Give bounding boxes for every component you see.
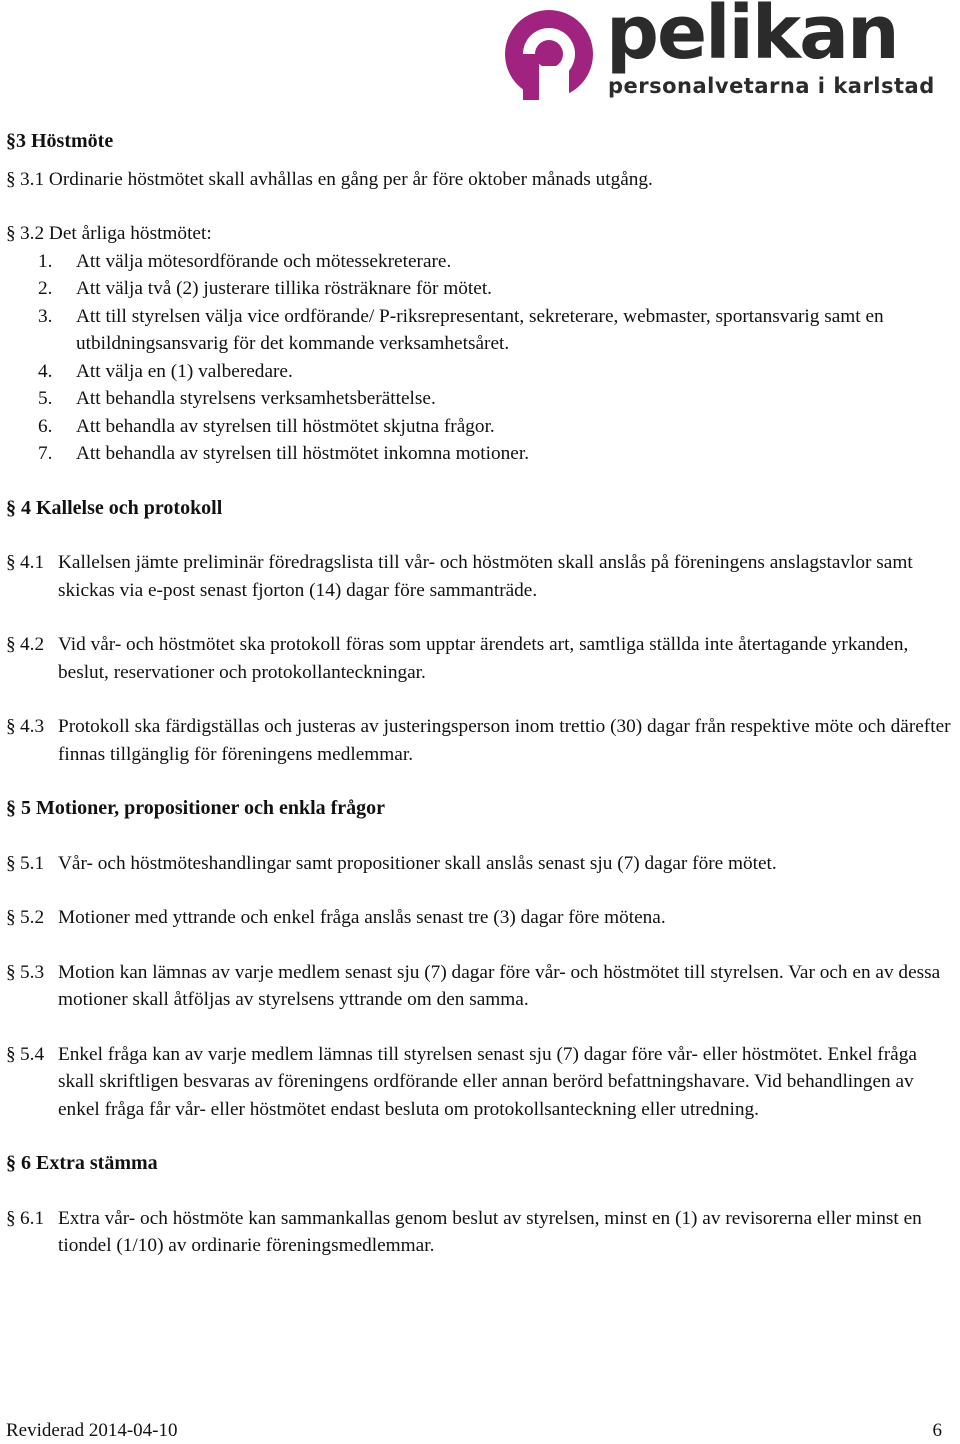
page-number: 6: [932, 1420, 942, 1441]
logo-tagline: personalvetarna i karlstad: [608, 74, 935, 98]
paragraph-3-2: § 3.2 Det årliga höstmötet:: [6, 220, 956, 248]
list-item: 6. Att behandla av styrelsen till höstmötet skjutna frågor.: [38, 415, 495, 437]
paragraph-5-3: § 5.3 Motion kan lämnas av varje medlem senast sju (7) dagar före vår- och höstmötet till styrelsen. Var och en av dessa motioner skall åtföljas av styrelsens yttrande om den samma.: [6, 961, 941, 1010]
paragraph-text: Motion kan lämnas av varje medlem senast sju (7) dagar före vår- och höstmötet till styrelsen. Var och en av dessa motioner skall åtföljas av styrelsens yttrande om den samma.: [58, 961, 941, 1010]
list-item: 1. Att välja mötesordförande och mötessekreterare.: [38, 250, 452, 272]
list-item: 2. Att välja två (2) justerare tillika rösträknare för mötet.: [38, 278, 492, 299]
pelikan-p-icon: [494, 6, 604, 106]
paragraph-text: Vår- och höstmöteshandlingar samt propositioner skall anslås senast sju (7) dagar före mötet.: [58, 852, 777, 874]
list-item: 7. Att behandla av styrelsen till höstmötet inkomna motioner.: [38, 443, 530, 464]
logo-wordmark: pelikan: [606, 0, 898, 76]
paragraph-text: Protokoll ska färdigställas och justeras av justeringsperson inom trettio (30) dagar från respektive möte och därefter finnas tillgänglig för föreningens medlemmar.: [58, 716, 951, 765]
paragraph-text: Vid vår- och höstmötet ska protokoll föras som upptar ärendets art, samtliga ställda inte återtagande yrkanden, beslut, reservationer och protokollanteckningar.: [58, 634, 909, 683]
list-item: 5. Att behandla styrelsens verksamhetsberättelse.: [38, 388, 436, 409]
paragraph-text: Motioner med yttrande och enkel fråga anslås senast tre (3) dagar före mötena.: [58, 907, 666, 928]
paragraph-4-1: § 4.1 Kallelsen jämte preliminär föredragslista till vår- och höstmöten skall anslås på föreningens anslagstavlor samt skickas via e-post senast fjorton (14) dagar före sammanträde.: [6, 552, 913, 601]
paragraph-5-2: § 5.2 Motioner med yttrande och enkel fråga anslås senast tre (3) dagar före mötena.: [6, 907, 666, 928]
list-item: 4. Att välja en (1) valberedare.: [38, 360, 293, 382]
paragraph-4-3: § 4.3 Protokoll ska färdigställas och justeras av justeringsperson inom trettio (30) dagar från respektive möte och därefter finnas tillgänglig för föreningens medlemmar.: [6, 716, 951, 765]
paragraph-text: Kallelsen jämte preliminär föredragslista till vår- och höstmöten skall anslås på föreningens anslagstavlor samt skickas via e-post senast fjorton (14) dagar före sammanträde.: [58, 552, 913, 601]
section-sign: §: [6, 223, 16, 244]
paragraph-text: Extra vår- och höstmöte kan sammankallas genom beslut av styrelsen, minst en (1) av revisorerna eller minst en tiondel (1/10) av ordinarie föreningsmedlemmar.: [58, 1207, 922, 1256]
paragraph-5-4: § 5.4 Enkel fråga kan av varje medlem lämnas till styrelsen senast sju (7) dagar före vår- eller höstmötet. Enkel fråga skall skriftligen besvaras av föreningens ordförande eller annan berörd befattningshavare. Vid behandlingen av enkel fråga får vår- eller höstmötet endast besluta om protokollsanteckning eller utredning.: [6, 1043, 917, 1120]
document-body: [6, 128, 956, 1260]
paragraph-5-1: § 5.1 Vår- och höstmöteshandlingar samt propositioner skall anslås senast sju (7) dagar före mötet.: [6, 852, 777, 874]
paragraph-4-2: § 4.2 Vid vår- och höstmötet ska protokoll föras som upptar ärendets art, samtliga ställda inte återtagande yrkanden, beslut, reservationer och protokollanteckningar.: [6, 634, 909, 683]
revision-date: Reviderad 2014-04-10: [6, 1420, 178, 1441]
heading-section-6: § 6 Extra stämma: [6, 1152, 158, 1174]
paragraph-3-1: § 3.1 Ordinarie höstmötet skall avhållas en gång per år före oktober månads utgång.: [6, 166, 956, 194]
heading-section-4: § 4 Kallelse och protokoll: [6, 496, 223, 519]
meeting-agenda-list: [6, 248, 956, 468]
pelikan-logo: [484, 0, 954, 104]
heading-section-5: § 5 Motioner, propositioner och enkla frågor: [6, 797, 386, 819]
heading-section-3: §3 Höstmöte: [6, 130, 114, 152]
paragraph-text: Enkel fråga kan av varje medlem lämnas till styrelsen senast sju (7) dagar före vår- eller höstmötet. Enkel fråga skall skriftligen besvaras av föreningens ordförande eller annan berörd befattningshavare. Vid behandlingen av enkel fråga får vår- eller höstmötet endast besluta om protokollsanteckning eller utredning.: [58, 1043, 917, 1120]
paragraph-6-1: § 6.1 Extra vår- och höstmöte kan sammankallas genom beslut av styrelsen, minst en (1) av revisorerna eller minst en tiondel (1/10) av ordinarie föreningsmedlemmar.: [6, 1207, 922, 1256]
list-item: 3. Att till styrelsen välja vice ordförande/ P-riksrepresentant, sekreterare, webmaster, sportansvarig samt en utbildningsansvarig för det kommande verksamhetsåret.: [38, 305, 884, 354]
section-sign: §: [6, 168, 16, 190]
